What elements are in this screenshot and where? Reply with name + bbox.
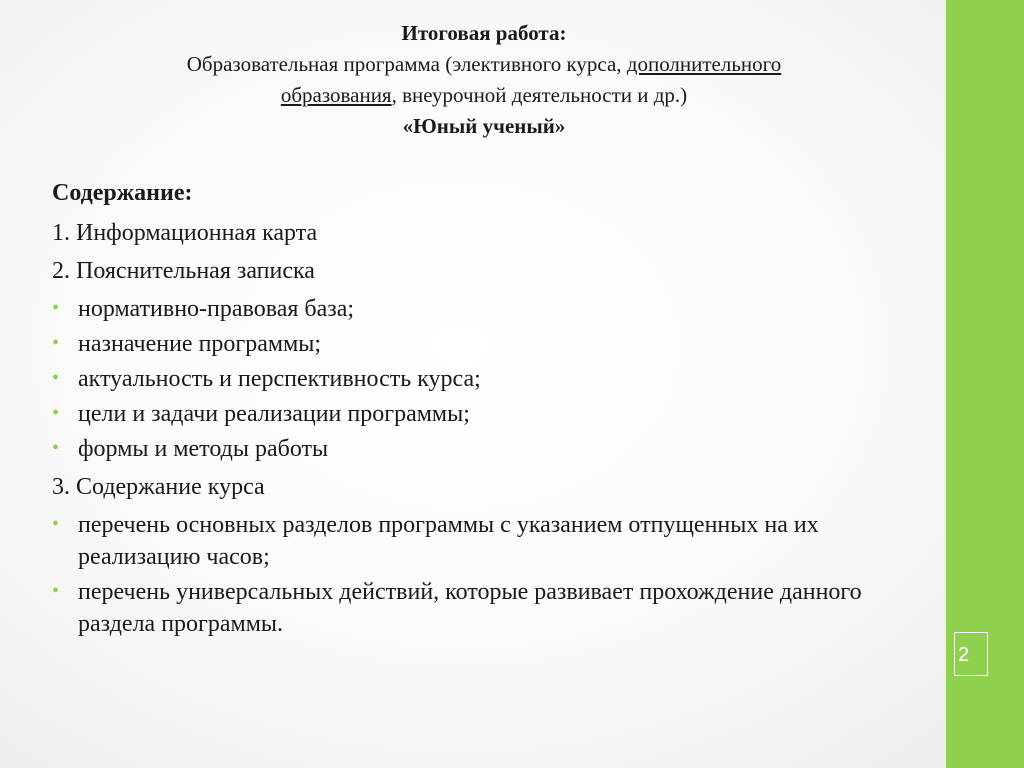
contents-heading: Содержание: bbox=[52, 180, 193, 206]
bullet-text: нормативно-правовая база; bbox=[78, 296, 355, 322]
contents-list bbox=[52, 214, 932, 640]
course-name: «Юный ученый» bbox=[402, 114, 566, 138]
bullet-icon: • bbox=[52, 297, 60, 319]
numbered-item: 3. Содержание курса bbox=[52, 474, 265, 500]
bullet-icon: • bbox=[52, 332, 60, 354]
program-type-text-2: , внеурочной деятельности и др.) bbox=[391, 83, 688, 107]
bullet-item bbox=[52, 363, 932, 395]
bullet-icon: • bbox=[52, 402, 60, 424]
bullet-text: назначение программы; bbox=[78, 331, 322, 357]
bullet-item bbox=[52, 398, 932, 430]
bullet-item bbox=[52, 328, 932, 360]
numbered-item: 1. Информационная карта bbox=[52, 220, 318, 246]
bullet-icon: • bbox=[52, 580, 60, 602]
numbered-item: 2. Пояснительная записка bbox=[52, 258, 315, 284]
contents-section bbox=[52, 174, 932, 643]
bullet-text: перечень основных разделов программы с указанием отпущенных на их реализацию часов; bbox=[78, 512, 819, 570]
bullet-icon: • bbox=[52, 367, 60, 389]
bullet-item bbox=[52, 576, 932, 640]
bullet-text: актуальность и перспективность курса; bbox=[78, 366, 481, 392]
program-type-text: Образовательная программа (элективного курса, bbox=[186, 52, 627, 76]
slide-number: 2 bbox=[954, 632, 988, 676]
bullet-icon: • bbox=[52, 513, 60, 535]
program-type-underlined: дополнительного bbox=[626, 52, 782, 76]
bullet-icon: • bbox=[52, 437, 60, 459]
program-type-underlined-2: образования bbox=[280, 83, 392, 107]
program-type-line-2 bbox=[84, 80, 884, 111]
slide-title: Итоговая работа: bbox=[401, 21, 567, 45]
slide-header bbox=[84, 18, 884, 142]
bullet-item bbox=[52, 293, 932, 325]
bullet-item bbox=[52, 509, 932, 573]
bullet-text: перечень универсальных действий, которые развивает прохождение данного раздела программы. bbox=[78, 579, 862, 637]
bullet-item bbox=[52, 433, 932, 465]
program-type-line-1 bbox=[84, 49, 884, 80]
bullet-text: цели и задачи реализации программы; bbox=[78, 401, 470, 427]
bullet-text: формы и методы работы bbox=[78, 436, 329, 462]
